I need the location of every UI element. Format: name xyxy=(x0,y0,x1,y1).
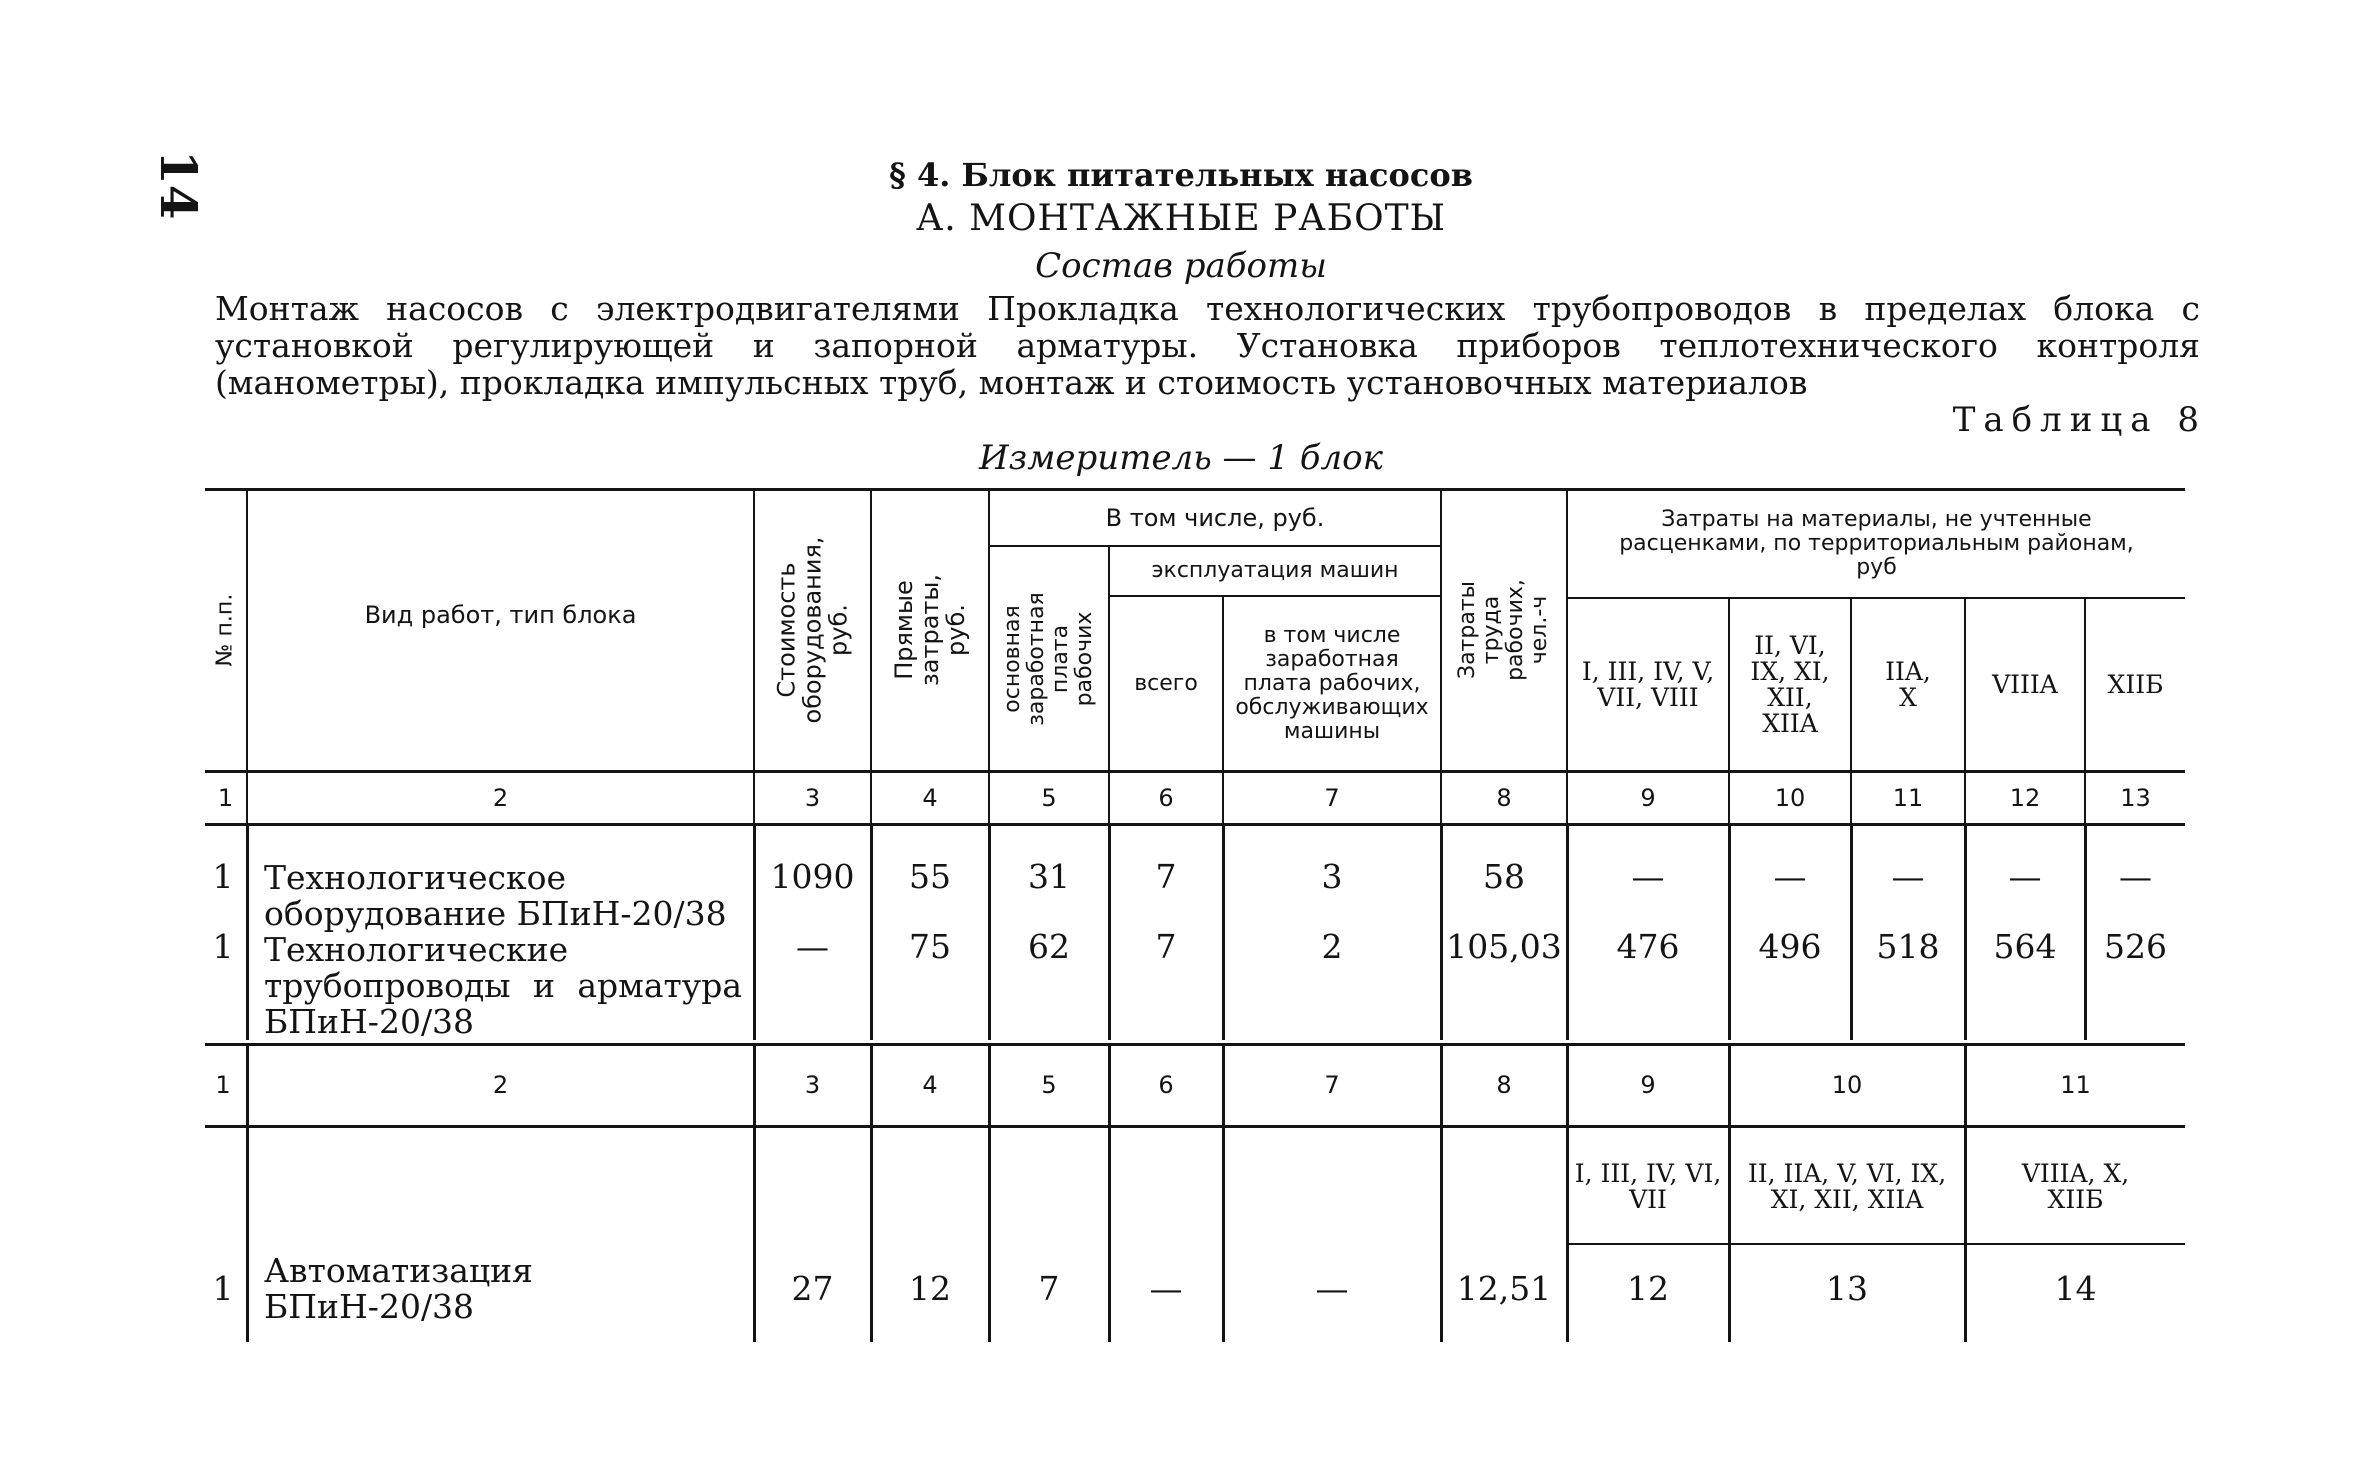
row-m1: — xyxy=(1631,857,1665,896)
header-direct-text: Прямые затраты, руб. xyxy=(890,574,970,686)
col-number: 8 xyxy=(1496,1071,1512,1099)
header-region-2: II, VI, IX, XI, XII, XIIA xyxy=(1750,630,1830,738)
row-direct: 75 xyxy=(909,927,951,966)
header-region-1: I, III, IV, VI, VII xyxy=(1574,1159,1722,1214)
page-number: 14 xyxy=(149,150,208,220)
header-region-4: VIIIA xyxy=(1992,669,2058,699)
header-work: Вид работ, тип блока xyxy=(364,601,637,629)
composition-text: Монтаж насосов с электродвигателями Прокладка технологических трубопроводов в пределах блока с установкой регулирующей и запорной арматуры. Установка приборов теплотехнического контроля (манометры), прокладка импульсных труб, монтаж и стоимость установочных материалов xyxy=(215,289,2200,402)
header-region-3: IIA, X xyxy=(1885,656,1931,712)
header-wage xyxy=(990,547,1108,770)
row-total: 7 xyxy=(1155,927,1177,966)
section-title: § 4. Блок питательных насосов xyxy=(889,156,1473,194)
header-region-5: XIIБ xyxy=(2107,669,2164,699)
header-equip xyxy=(755,490,870,770)
row-total: — xyxy=(1149,1269,1183,1308)
row-num: 1 xyxy=(212,857,234,896)
header-materials: Затраты на материалы, не учтенные расценками, по территориальным районам, руб xyxy=(1619,506,2134,580)
row-m3: 14 xyxy=(2054,1269,2097,1308)
col-number: 8 xyxy=(1496,783,1512,812)
row-m5: 526 xyxy=(2104,927,2167,966)
row-m3: 518 xyxy=(1876,927,1940,966)
rule xyxy=(205,823,2185,826)
row-wage: 7 xyxy=(1038,1269,1060,1308)
col-number: 13 xyxy=(2120,783,2151,812)
col-number: 9 xyxy=(1640,783,1656,812)
rule xyxy=(246,1127,249,1342)
rule xyxy=(246,825,249,1040)
row-incl: — xyxy=(1315,1269,1349,1308)
composition-heading: Состав работы xyxy=(1035,246,1327,286)
rule xyxy=(205,1125,2185,1128)
row-labor: 12,51 xyxy=(1456,1269,1552,1308)
row-m1: 476 xyxy=(1616,927,1680,966)
row-incl: 2 xyxy=(1321,927,1343,966)
col-number: 10 xyxy=(1774,783,1806,812)
col-number: 7 xyxy=(1324,783,1340,812)
row-direct: 12 xyxy=(909,1269,951,1308)
header-region-1: I, III, IV, V, VII, VIII xyxy=(1581,656,1715,712)
col-number: 5 xyxy=(1041,783,1057,812)
col-number: 4 xyxy=(922,783,938,812)
rule xyxy=(1566,1243,2185,1245)
row-m4: 564 xyxy=(1993,927,2057,966)
header-direct xyxy=(872,490,988,770)
row-num: 1 xyxy=(212,927,234,966)
row-equip: 27 xyxy=(791,1269,834,1308)
col-number: 12 xyxy=(2009,783,2041,812)
col-number: 10 xyxy=(1831,1071,1863,1099)
row-num: 1 xyxy=(212,1269,234,1308)
header-labor xyxy=(1442,490,1566,770)
col-number: 11 xyxy=(1892,783,1924,812)
row-m2: 13 xyxy=(1826,1269,1868,1308)
table-label: Таблица 8 xyxy=(1952,400,2207,440)
header-total: всего xyxy=(1134,670,1198,696)
col-number: 9 xyxy=(1640,1071,1656,1099)
header-incl: В том числе, руб. xyxy=(1105,503,1325,532)
row-m4: — xyxy=(2008,857,2042,896)
header-num-text: № п.п. xyxy=(212,593,238,667)
row-m5: — xyxy=(2119,857,2152,896)
row-work: Автоматизация БПиН-20/38 xyxy=(264,1251,533,1326)
col-number: 1 xyxy=(217,783,234,812)
row-total: 7 xyxy=(1155,857,1177,896)
col-number: 6 xyxy=(1158,783,1174,812)
header-incl-wage: в том числе заработная плата рабочих, обслуживающих машины xyxy=(1235,622,1429,744)
col-number: 7 xyxy=(1324,1071,1340,1099)
row-m2: 496 xyxy=(1758,927,1822,966)
row-equip: 1090 xyxy=(770,857,855,896)
row-m3: — xyxy=(1891,857,1925,896)
subtitle: А. МОНТАЖНЫЕ РАБОТЫ xyxy=(915,198,1447,239)
col-number: 2 xyxy=(492,783,509,812)
col-number: 2 xyxy=(492,1071,509,1099)
row-m2: — xyxy=(1773,857,1807,896)
header-region-2: II, IIA, V, VI, IX, XI, XII, XIIA xyxy=(1747,1159,1947,1214)
col-number: 3 xyxy=(804,1071,821,1099)
row-wage: 62 xyxy=(1028,927,1070,966)
row-wage: 31 xyxy=(1028,857,1070,896)
header-labor-text: Затраты труда рабочих, чел.-ч xyxy=(1455,579,1552,681)
col-number: 1 xyxy=(215,1071,231,1099)
row-work: Технологические трубопроводы и арматура БПиН-20/38 xyxy=(264,930,742,1041)
row-labor: 105,03 xyxy=(1446,927,1562,966)
row-m1: 12 xyxy=(1627,1269,1669,1308)
row-direct: 55 xyxy=(909,857,951,896)
header-region-3: VIIIA, X, XIIБ xyxy=(2021,1159,2130,1214)
row-work: Технологическое оборудование БПиН-20/38 xyxy=(264,858,727,933)
header-wage-text: основная заработная плата рабочих xyxy=(1000,591,1097,726)
row-incl: 3 xyxy=(1321,857,1343,896)
col-number: 5 xyxy=(1041,1071,1057,1099)
col-number: 11 xyxy=(2060,1071,2091,1099)
measure-unit: Измеритель — 1 блок xyxy=(979,438,1383,478)
row-equip: — xyxy=(796,927,829,966)
row-labor: 58 xyxy=(1483,857,1525,896)
header-exploit: эксплуатация машин xyxy=(1151,558,1399,583)
header-num xyxy=(205,490,246,770)
col-number: 6 xyxy=(1158,1071,1174,1099)
header-equip-text: Стоимость оборудования, руб. xyxy=(772,536,853,724)
col-number: 4 xyxy=(922,1071,938,1099)
col-number: 3 xyxy=(804,783,821,812)
